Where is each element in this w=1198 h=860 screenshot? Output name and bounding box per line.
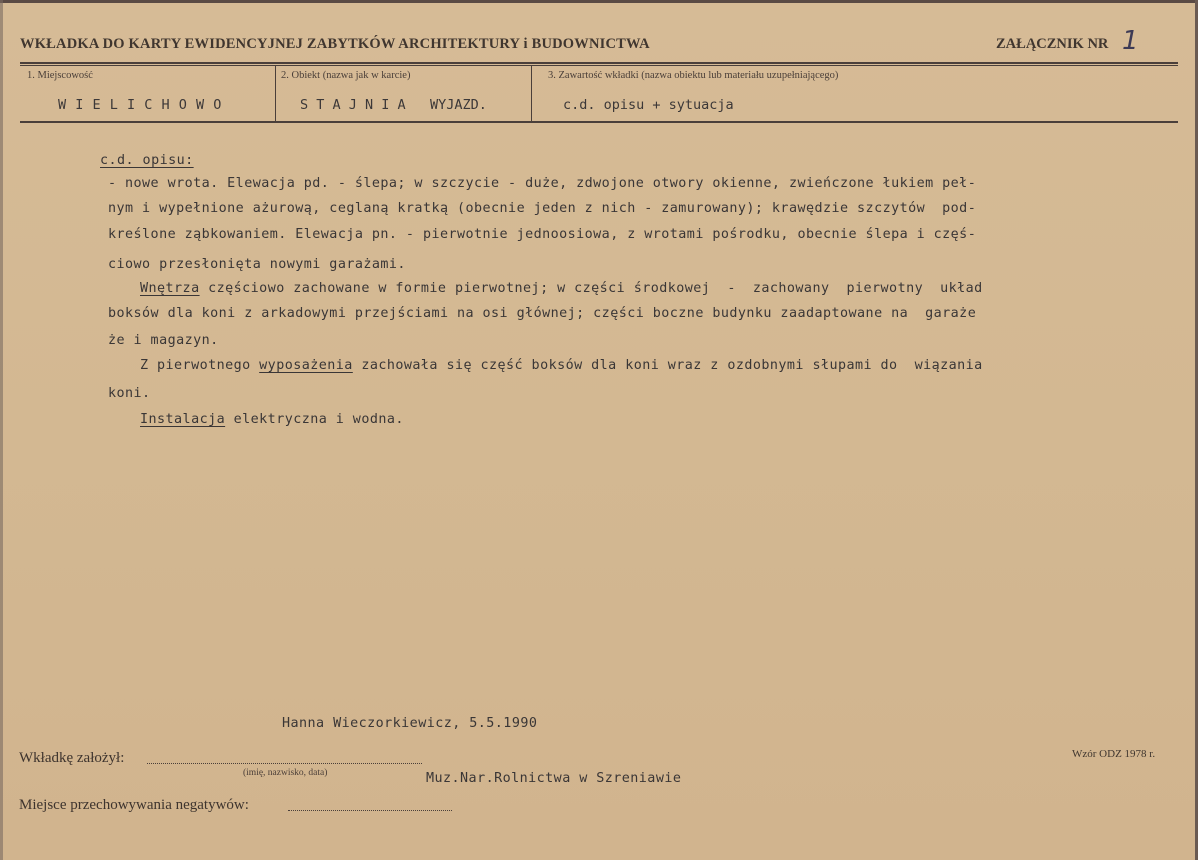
contents-label: 3. Zawartość wkładki (nazwa obiektu lub materiału uzupełniającego) <box>548 70 839 81</box>
furnishing-text: zachowała się część boksów dla koni wraz z ozdobnymi słupami do wiązania <box>352 358 983 373</box>
header-rule-top <box>20 62 1178 64</box>
storage-label: Miejsce przechowywania negatywów: <box>19 797 249 813</box>
interiors-paragraph <box>140 281 983 296</box>
author-dotted-line <box>147 763 422 764</box>
author-caption: (imię, nazwisko, data) <box>243 768 328 778</box>
contents-value: c.d. opisu + sytuacja <box>563 97 734 113</box>
author-label: Wkładkę założył: <box>19 750 125 766</box>
storage-typed: Muz.Nar.Rolnictwa w Szreniawie <box>426 771 682 786</box>
body-line-6: boksów dla koni z arkadowymi przejściami na osi głównej; części boczne budynku zaadaptowane na garaże <box>108 306 977 321</box>
annex-label: ZAŁĄCZNIK NR <box>996 36 1109 52</box>
header-rule-top-thin <box>20 65 1178 66</box>
body-line-2: nym i wypełnione ażurową, ceglaną kratką (obecnie jeden z nich - zamurowany); krawędzie szczytów pod- <box>108 201 977 216</box>
interiors-keyword: Wnętrza <box>140 281 200 296</box>
body-line-1: - nowe wrota. Elewacja pd. - ślepa; w szczycie - duże, zdwojone otwory okienne, zwieńczone łukiem peł- <box>108 176 977 191</box>
locality-label: 1. Miejscowość <box>27 70 93 81</box>
body-line-4: ciowo przesłonięta nowymi garażami. <box>108 257 406 272</box>
furnishing-prefix: Z pierwotnego <box>140 358 260 373</box>
annex-number: 1 <box>1122 26 1139 56</box>
installation-text: elektryczna i wodna. <box>225 412 404 427</box>
form-title: WKŁADKA DO KARTY EWIDENCYJNEJ ZABYTKÓW ARCHITEKTURY i BUDOWNICTWA <box>20 36 650 52</box>
locality-value: W I E L I C H O W O <box>58 97 222 113</box>
interiors-text: częściowo zachowane w formie pierwotnej; w części środkowej - zachowany pierwotny układ <box>199 281 983 296</box>
scan-edge-top <box>0 0 1198 3</box>
furnishing-keyword: wyposażenia <box>259 358 353 373</box>
storage-dotted-line <box>288 810 452 811</box>
object-label: 2. Obiekt (nazwa jak w karcie) <box>281 70 411 81</box>
field-separator-1 <box>275 66 276 122</box>
header-rule-bottom <box>20 121 1178 123</box>
furnishing-paragraph <box>140 358 983 373</box>
scan-edge-left <box>0 0 3 860</box>
field-separator-2 <box>531 66 532 122</box>
body-line-3: kreślone ząbkowaniem. Elewacja pn. - pierwotnie jednoosiowa, z wrotami pośrodku, obecnie ślepa i częś- <box>108 227 977 242</box>
author-typed: Hanna Wieczorkiewicz, 5.5.1990 <box>282 716 538 731</box>
form-code: Wzór ODZ 1978 r. <box>1072 748 1156 760</box>
installation-paragraph <box>140 412 404 427</box>
body-line-9: koni. <box>108 386 151 401</box>
body-line-7: że i magazyn. <box>108 333 219 348</box>
object-value: S T A J N I A WYJAZD. <box>300 97 487 113</box>
continuation-heading: c.d. opisu: <box>100 153 194 168</box>
installation-keyword: Instalacja <box>140 412 226 427</box>
